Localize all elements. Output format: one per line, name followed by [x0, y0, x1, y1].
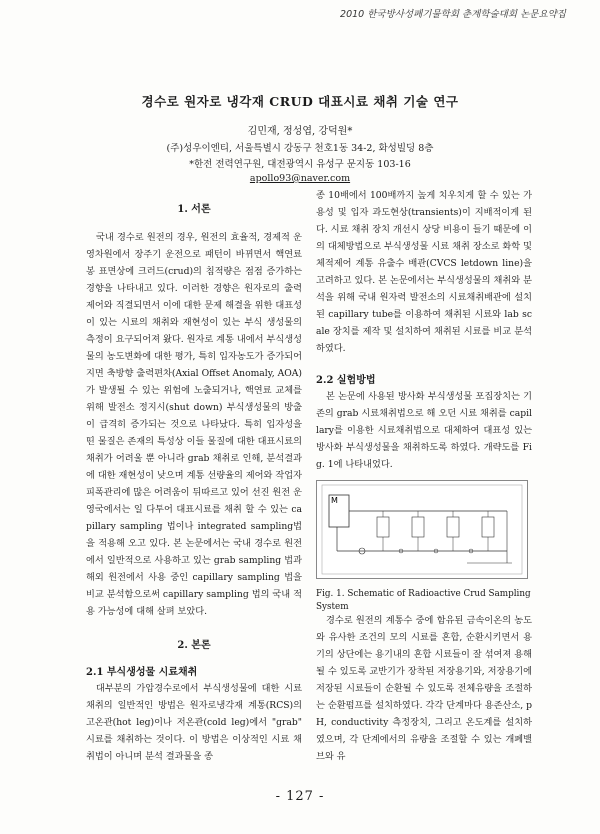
svg-text:M: M [331, 496, 338, 505]
right-column [316, 187, 532, 473]
schematic-figure [316, 480, 528, 579]
affiliation-1: (주)성우이엔티, 서울특별시 강동구 천호1동 34-2, 화성빌딩 8층 [166, 143, 434, 154]
paper-title: 경수로 원자로 냉각재 CRUD 대표시료 채취 기술 연구 [141, 94, 459, 109]
conference-header: 2010 한국방사성폐기물학회 춘계학술대회 논문요약집 [340, 9, 566, 20]
continuation-paragraph: 종 10배에서 100배까지 높게 치우치게 할 수 있는 가용성 및 입자 과도현상(transients)이 지배적이게 된다. 시료 채취 장치 개선시 상당 비용이 들기 때문에 이의 대체방법으로 부식생성물 시료 채취 장소로 화학 및 체적제어 계통 유출수 배관(CVCS letdown line)을 고려하고 있다. 본 논문에서는 부식생성물의 채취와 분석을 위해 국내 원자력 발전소의 시료채취배관에 설치된 capillary tube를 이용하여 채취된 시료와 lab scale 장치를 제작 및 설치하여 채취된 시료를 비교 분석하였다. [316, 190, 532, 354]
subsection-2-1-title: 2.1 부식생성물 시료채취 [86, 667, 198, 678]
section-intro-title: 1. 서론 [177, 204, 211, 215]
section-body-title: 2. 본론 [177, 640, 211, 651]
subsection-2-2-paragraph: 본 논문에 사용된 방사화 부식생성물 포집장치는 기존의 grab 시료채취법으로 해 오던 시료 채취를 capillary를 이용한 시료채취법으로 대체하여 대표성 있는 방사화 부식생성물을 채취하도록 하였다. 개략도를 Fig. 1에 나타내었다. [316, 391, 532, 470]
author-email[interactable]: apollo93@naver.com [249, 173, 351, 184]
right-column-lower [316, 612, 532, 765]
left-column [86, 200, 302, 765]
page-number: - 127 - [275, 789, 325, 804]
subsection-2-2-title: 2.2 실험방법 [316, 375, 376, 386]
subsection-2-1-paragraph: 대부분의 가압경수로에서 부식생성물에 대한 시료채취의 일반적인 방법은 원자로냉각재 계통(RCS)의 고온관(hot leg)이나 저온관(cold leg)에서 "grab" 시료를 채취하는 것이다. 이 방법은 이상적인 시료 채취법이 아니며 분석 결과물을 종 [86, 683, 302, 762]
after-figure-paragraph: 경수로 원전의 계통수 중에 함유된 금속이온의 농도와 유사한 조건의 모의 시료를 혼합, 순환시키면서 용기의 상단에는 용기내의 혼합 시료들이 잘 섞여져 용해될 수 있도록 교반기가 장착된 저장용기와, 저장용기에 저장된 시료들이 순환될 수 있도록 전체유량을 조절하는 순환펌프를 설치하였다. 각각 단계마다 용존산소, pH, conductivity 측정장치, 그리고 온도계를 설치하였으며, 각 단계에서의 유량을 조절할 수 있는 개폐밸브와 유 [316, 615, 532, 762]
figure-caption: Fig. 1. Schematic of Radioactive Crud Sampling System [316, 589, 531, 612]
affiliation-2: *한전 전력연구원, 대전광역시 유성구 문지동 103-16 [189, 159, 411, 170]
paper-authors: 김민재, 정성엽, 강덕원* [247, 126, 353, 137]
intro-paragraph: 국내 경수로 원전의 경우, 원전의 효율적, 경제적 운영차원에서 장주기 운전으로 패턴이 바뀌면서 핵연료봉 표면상에 크러드(crud)의 침적량은 점점 증가하는 경향을 나타내고 있다. 이러한 경향은 원자로의 출력 제어와 직결되면서 이에 대한 문제 해결을 위한 대표성이 있는 시료의 채취와 재현성이 있는 부식 생성물의 측정이 요구되어져 왔다. 원자로 계통 내에서 부식생성물의 농도변화에 대한 평가, 특히 입자농도가 증가되어지면 축방향 출력편차(Axial Offset Anomaly, AOA)가 발생될 수 있는 위험에 노출되거나, 핵연료 교체를 위해 발전소 정지시(shut down) 부식생성물의 방출이 급격히 증가되는 것으로 나타났다. 특히 입자성을 띤 물질은 존재의 특성상 이들 물질에 대한 대표시료의 채취가 어려울 뿐 아니라 grab 채취로 인해, 분석결과에 대한 재현성이 낮으며 계통 선량율의 제어와 작업자 피폭관리에 많은 어려움이 뒤따르고 있어 선진 원전 운영국에서는 일 다투어 대표시료를 채취 할 수 있는 capillary sampling 법이나 integrated sampling법을 적용해 오고 있다. 본 논문에서는 국내 경수로 원전에서 일반적으로 사용하고 있는 grab sampling 법과 해외 원전에서 사용 중인 capillary sampling 법을 비교 분석함으로써 capillary sampling 법의 국내 적용 가능성에 대해 살펴 보았다. [86, 232, 302, 617]
schematic-drawing [317, 481, 527, 578]
